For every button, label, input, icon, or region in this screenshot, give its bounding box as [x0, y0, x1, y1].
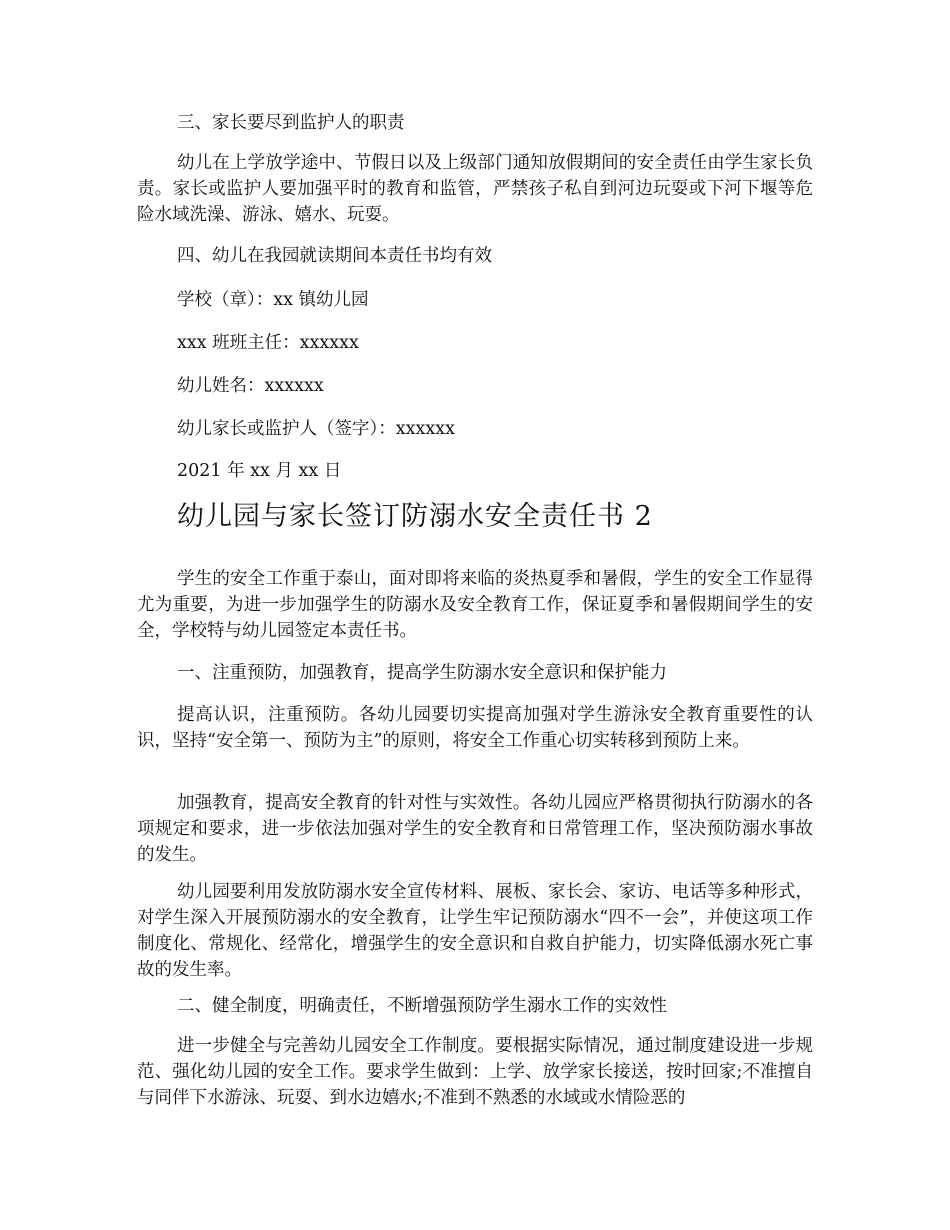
section-heading-validity: 四、幼儿在我园就读期间本责任书均有效 — [177, 246, 492, 266]
signature-guardian: 幼儿家长或监护人（签字）：xxxxxx — [177, 419, 455, 439]
section-heading-prevention: 一、注重预防，加强教育，提高学生防溺水安全意识和保护能力 — [177, 663, 667, 683]
section-heading-guardian-duty: 三、家长要尽到监护人的职责 — [177, 113, 405, 133]
signature-date: 2021 年 xx 月 xx 日 — [177, 461, 342, 481]
paragraph-intro: 学生的安全工作重于泰山，面对即将来临的炎热夏季和暑假，学生的安全工作显得尤为重要，为进一步加强学生的防溺水及安全教育工作，保证夏季和暑假期间学生的安全，学校特与幼儿园签定本责任书。 — [137, 569, 813, 641]
paragraph-guardian-responsibility: 幼儿在上学放学途中、节假日以及上级部门通知放假期间的安全责任由学生家长负责。家长或监护人要加强平时的教育和监管，严禁孩子私自到河边玩耍或下河下堰等危险水域洗澡、游泳、嬉水、玩耍。 — [137, 153, 813, 225]
document-title: 幼儿园与家长签订防溺水安全责任书 2 — [177, 501, 653, 532]
paragraph-system-rules: 进一步健全与完善幼儿园安全工作制度。要根据实际情况，通过制度建设进一步规范、强化幼儿园的安全工作。要求学生做到：上学、放学家长接送，按时回家;不准擅自与同伴下水游泳、玩耍、到水边嬉水;不准到不熟悉的水域或水情险恶的 — [137, 1036, 813, 1108]
paragraph-awareness: 提高认识，注重预防。各幼儿园要切实提高加强对学生游泳安全教育重要性的认识，坚持“安全第一、预防为主”的原则，将安全工作重心切实转移到预防上来。 — [137, 705, 813, 751]
signature-school: 学校（章）：xx 镇幼儿园 — [177, 290, 369, 310]
paragraph-publicity: 幼儿园要利用发放防溺水安全宣传材料、展板、家长会、家访、电话等多种形式，对学生深入开展预防溺水的安全教育，让学生牢记预防溺水“四不一会”，并使这项工作制度化、常规化、经常化，增强学生的安全意识和自救自护能力，切实降低溺水死亡事故的发生率。 — [137, 882, 813, 980]
paragraph-education: 加强教育，提高安全教育的针对性与实效性。各幼儿园应严格贯彻执行防溺水的各项规定和要求，进一步依法加强对学生的安全教育和日常管理工作，坚决预防溺水事故的发生。 — [137, 793, 813, 865]
section-heading-system: 二、健全制度，明确责任，不断增强预防学生溺水工作的实效性 — [177, 996, 667, 1016]
signature-child-name: 幼儿姓名：xxxxxx — [177, 376, 324, 396]
signature-teacher: xxx 班班主任：xxxxxx — [177, 333, 359, 353]
